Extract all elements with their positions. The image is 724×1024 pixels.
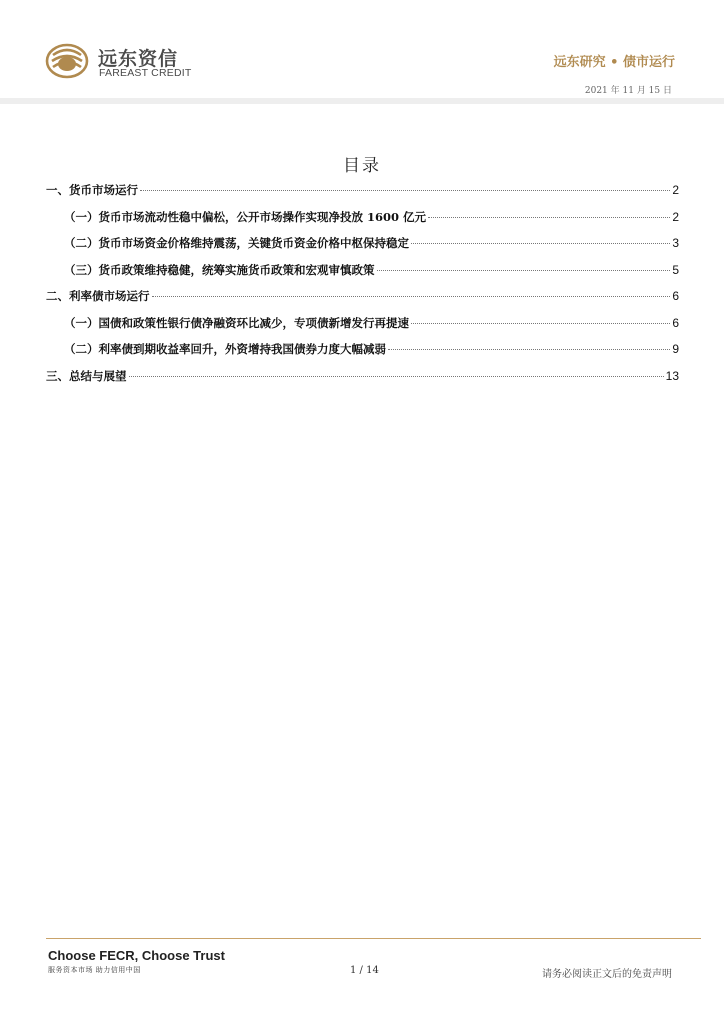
table-of-contents [46,182,679,394]
logo-en-text: FAREAST CREDIT [99,67,192,79]
toc-entry[interactable] [46,341,679,368]
toc-title: 目录 [343,156,381,176]
toc-dot-leader [129,376,664,377]
toc-entry-page: 3 [672,236,679,250]
toc-entry[interactable] [46,182,679,209]
toc-entry-page: 6 [672,315,679,330]
footer-disclaimer: 请务必阅读正文后的免责声明 [542,969,672,980]
footer-divider [46,938,701,939]
fareast-credit-logo-icon [44,42,90,80]
footer-slogan: Choose FECR, Choose Trust [48,948,225,963]
toc-entry-title: （一）国债和政策性银行债净融资环比减少，专项债新增发行再提速 [64,315,409,330]
toc-entry-title: （二）利率债到期收益率回升，外资增持我国债券力度大幅减弱 [64,342,386,356]
toc-dot-leader [411,243,670,244]
toc-entry[interactable] [46,235,679,262]
toc-entry-title: （一）货币市场流动性稳中偏松，公开市场操作实现净投放 1600 亿元 [64,209,427,224]
logo-cn-text: 远东资信 [98,48,179,70]
toc-entry-title: （二）货币市场资金价格维持震荡，关键货币资金价格中枢保持稳定 [64,236,409,250]
toc-dot-leader [140,190,670,191]
toc-dot-leader [428,217,670,218]
toc-dot-leader [411,323,670,324]
toc-entry-title: 三、总结与展望 [46,368,127,383]
header-divider [0,98,724,104]
toc-entry[interactable] [46,262,679,289]
toc-entry[interactable] [46,209,679,236]
toc-entry-title: （三）货币政策维持稳健，统筹实施货币政策和宏观审慎政策 [64,262,375,277]
footer-subslogan: 服务资本市场 助力信用中国 [48,966,141,974]
toc-entry-page: 2 [672,183,679,197]
toc-entry[interactable] [46,288,679,315]
toc-entry-page: 13 [665,368,679,383]
toc-dot-leader [388,349,670,350]
toc-entry[interactable] [46,315,679,342]
toc-dot-leader [377,270,671,271]
toc-entry-page: 2 [672,209,679,224]
toc-entry-title: 一、货币市场运行 [46,183,138,197]
toc-entry-page: 9 [672,342,679,356]
toc-entry-page: 5 [672,262,679,277]
report-series-label: 远东研究 • 债市运行 [553,55,675,70]
toc-entry-title: 二、利率债市场运行 [46,289,150,303]
company-logo [44,42,204,82]
toc-dot-leader [152,296,671,297]
page-header [0,0,724,105]
page-number: 1 / 14 [350,965,379,976]
toc-entry-page: 6 [672,289,679,303]
report-date: 2021 年 11 月 15 日 [584,86,672,96]
toc-entry[interactable] [46,368,679,395]
